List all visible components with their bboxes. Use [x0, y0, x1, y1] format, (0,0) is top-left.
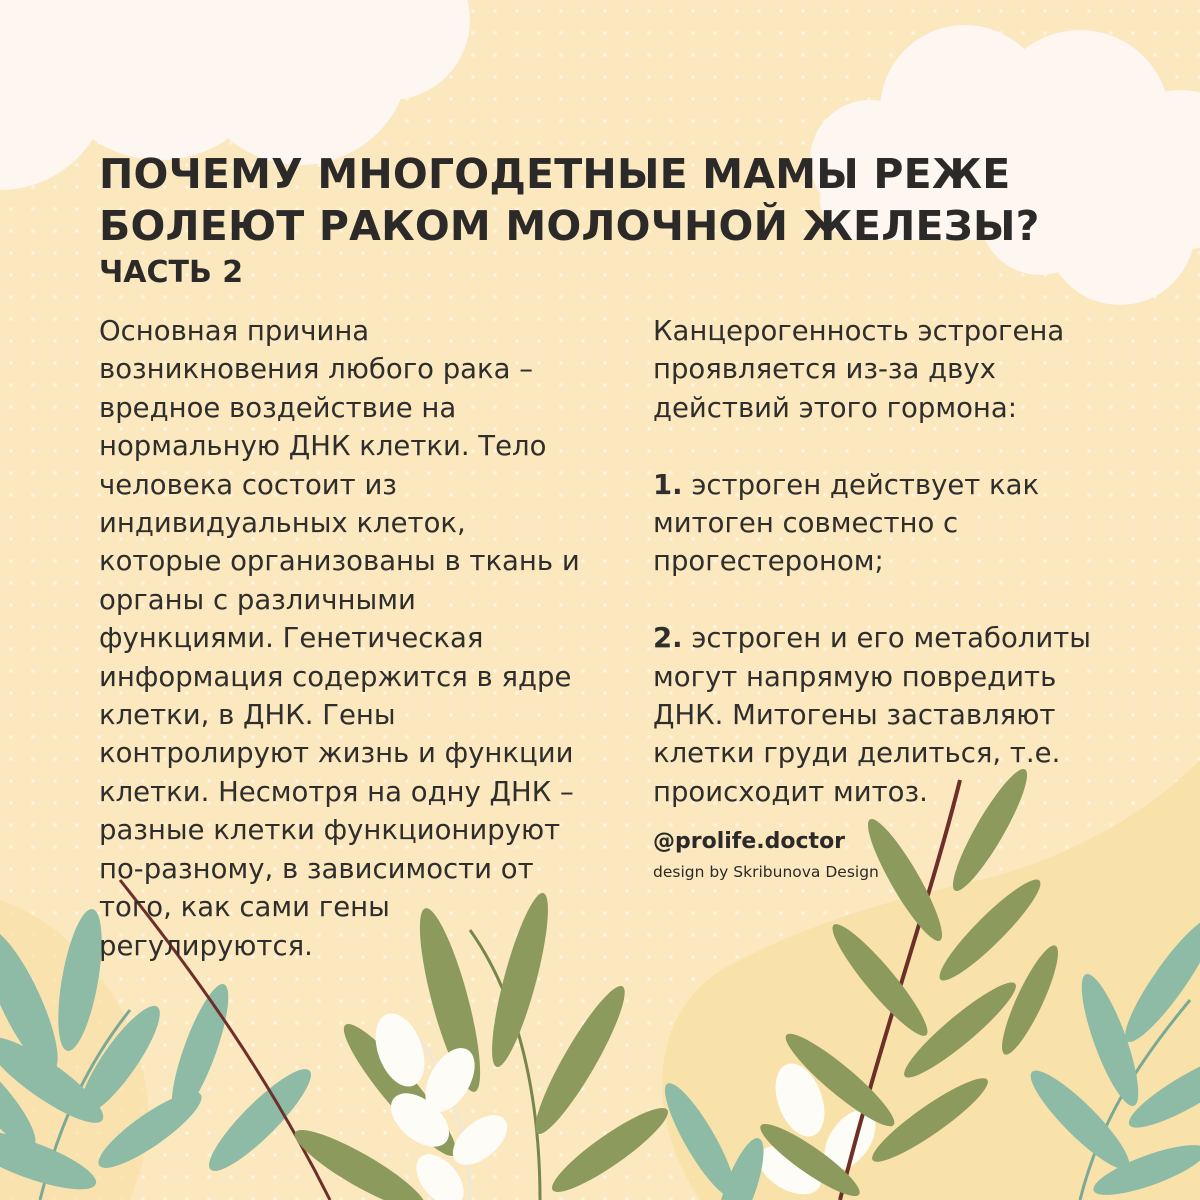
point-number: 1.: [653, 468, 683, 501]
text-line: индивидуальных клеток,: [99, 507, 466, 540]
text-line: того, как сами гены: [99, 891, 390, 924]
title-line: БОЛЕЮТ РАКОМ МОЛОЧНОЙ ЖЕЛЕЗЫ?: [99, 202, 1040, 250]
text-line: нормальную ДНК клетки. Тело: [99, 430, 547, 463]
point-text: эстроген действует как: [682, 468, 1040, 501]
point-1-line: прогестероном;: [653, 545, 884, 578]
text-line: информация содержится в ядре: [99, 660, 572, 693]
text-line: контролируют жизнь и функции: [99, 737, 574, 770]
intro-line: действий этого гормона:: [653, 391, 1017, 424]
text-line: клетки, в ДНК. Гены: [99, 699, 396, 732]
text-line: вредное воздействие на: [99, 391, 457, 424]
title-line: ПОЧЕМУ МНОГОДЕТНЫЕ МАМЫ РЕЖЕ: [99, 150, 1011, 198]
point-1-line: митоген совместно с: [653, 507, 959, 540]
point-2-line: клетки груди делиться, т.е.: [653, 737, 1061, 770]
right-column: [653, 312, 1153, 811]
page-title: [99, 148, 1139, 252]
point-2-line: ДНК. Митогены заставляют: [653, 699, 1056, 732]
point-2-line: происходит митоз.: [653, 775, 928, 808]
design-credit: design by Skribunova Design: [653, 863, 879, 881]
spacer: [653, 427, 1153, 465]
point-number: 2.: [653, 622, 683, 655]
point-1-line: [653, 466, 1153, 504]
text-line: клетки. Несмотря на одну ДНК –: [99, 775, 574, 808]
text-line: Основная причина: [99, 315, 370, 347]
text-line: разные клетки функционируют: [99, 814, 561, 847]
text-line: регулируются.: [99, 929, 313, 962]
intro-line: Канцерогенность эстрогена: [653, 315, 1065, 347]
point-2-line: могут напрямую повредить: [653, 660, 1057, 693]
point-text: эстроген и его метаболиты: [682, 622, 1091, 655]
text-line: по-разному, в зависимости от: [99, 852, 534, 885]
point-2-line: [653, 619, 1153, 657]
spacer: [653, 581, 1153, 619]
text-line: человека состоит из: [99, 468, 397, 501]
text-line: органы с различными: [99, 583, 416, 616]
text-line: функциями. Генетическая: [99, 622, 484, 655]
intro-line: проявляется из-за двух: [653, 353, 996, 386]
text-line: возникновения любого рака –: [99, 353, 533, 386]
page-subtitle: ЧАСТЬ 2: [99, 255, 244, 290]
author-handle: @prolife.doctor: [653, 829, 846, 854]
left-column: [99, 312, 639, 965]
text-line: которые организованы в ткань и: [99, 545, 580, 578]
